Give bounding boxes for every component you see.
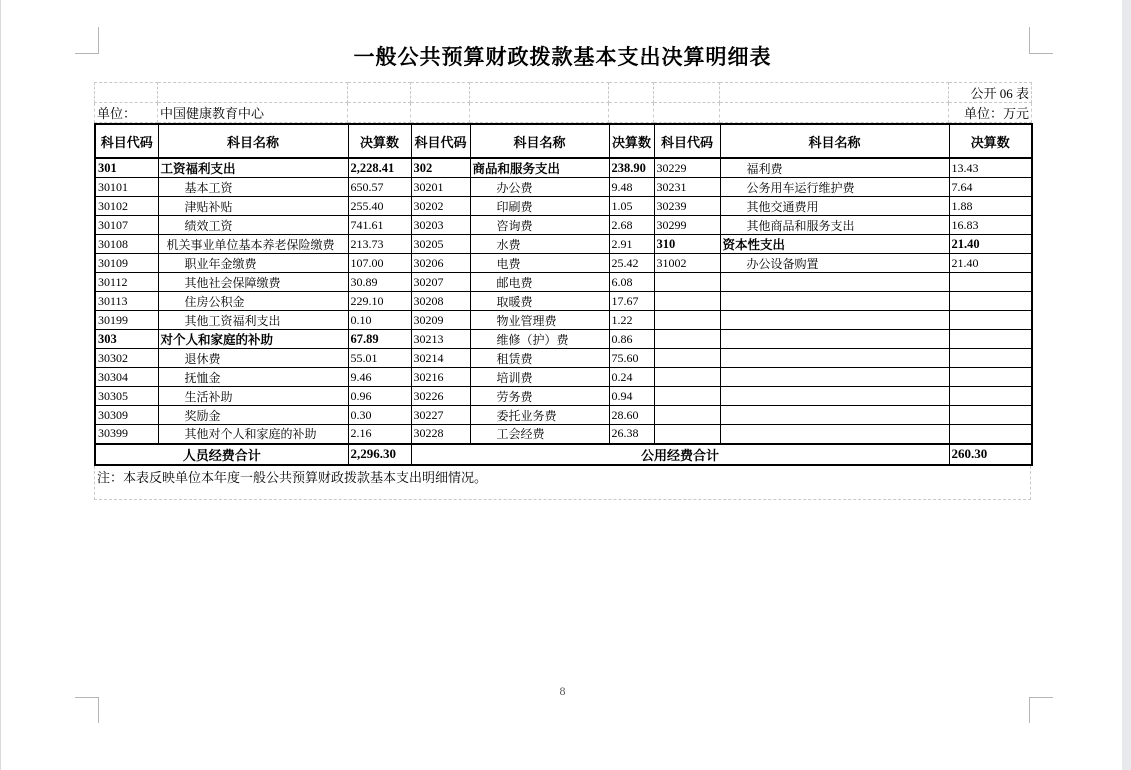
cell-name: 培训费 xyxy=(470,368,609,387)
cell-value: 213.73 xyxy=(348,235,411,254)
meta-row-form-code xyxy=(95,83,1032,103)
column-header: 科目代码 xyxy=(411,124,470,158)
cell-value: 16.83 xyxy=(949,216,1032,235)
cell-name: 资本性支出 xyxy=(720,235,949,254)
summary-row xyxy=(95,444,1032,465)
cell-name: 其他商品和服务支出 xyxy=(720,216,949,235)
table-row xyxy=(95,387,1032,406)
summary-left-label: 人员经费合计 xyxy=(95,444,348,465)
cell-code: 30228 xyxy=(411,425,470,444)
cell-value: 2,228.41 xyxy=(348,158,411,178)
cell-code: 30199 xyxy=(95,311,158,330)
cell-name xyxy=(720,292,949,311)
cell-value: 7.64 xyxy=(949,178,1032,197)
cell-code: 30302 xyxy=(95,349,158,368)
table-row xyxy=(95,273,1032,292)
column-header: 决算数 xyxy=(609,124,654,158)
table-row xyxy=(95,197,1032,216)
cell-code: 30201 xyxy=(411,178,470,197)
cell-code xyxy=(654,292,720,311)
cell-value: 2.91 xyxy=(609,235,654,254)
meta-grid xyxy=(94,82,1032,123)
table-row xyxy=(95,406,1032,425)
cell-name: 机关事业单位基本养老保险缴费 xyxy=(158,235,348,254)
cell-code: 30208 xyxy=(411,292,470,311)
cell-value: 67.89 xyxy=(348,330,411,349)
cell-value xyxy=(949,349,1032,368)
cell-value: 6.08 xyxy=(609,273,654,292)
cell-name: 办公设备购置 xyxy=(720,254,949,273)
crop-mark-bottom-right xyxy=(1029,698,1030,723)
crop-mark-bottom-right xyxy=(1029,697,1053,698)
cell-name: 劳务费 xyxy=(470,387,609,406)
cell-value: 650.57 xyxy=(348,178,411,197)
cell-name: 其他对个人和家庭的补助 xyxy=(158,425,348,444)
cell-code: 301 xyxy=(95,158,158,178)
cell-value xyxy=(949,311,1032,330)
cell-name: 退休费 xyxy=(158,349,348,368)
cell-name: 商品和服务支出 xyxy=(470,158,609,178)
cell-code: 30213 xyxy=(411,330,470,349)
cell-name: 公务用车运行维护费 xyxy=(720,178,949,197)
cell-value xyxy=(949,406,1032,425)
cell-name: 物业管理费 xyxy=(470,311,609,330)
summary-right-label: 公用经费合计 xyxy=(411,444,949,465)
cell-value: 0.94 xyxy=(609,387,654,406)
cell-code: 30216 xyxy=(411,368,470,387)
cell-name xyxy=(720,368,949,387)
cell-code: 30239 xyxy=(654,197,720,216)
cell-code: 310 xyxy=(654,235,720,254)
cell-code: 30109 xyxy=(95,254,158,273)
cell-name: 委托业务费 xyxy=(470,406,609,425)
table-header-row xyxy=(95,124,1032,158)
cell-code: 30399 xyxy=(95,425,158,444)
cell-name: 福利费 xyxy=(720,158,949,178)
cell-value xyxy=(949,273,1032,292)
cell-value: 107.00 xyxy=(348,254,411,273)
cell-name: 其他工资福利支出 xyxy=(158,311,348,330)
cell-value: 0.30 xyxy=(348,406,411,425)
cell-name xyxy=(720,349,949,368)
page-number: 8 xyxy=(559,684,566,698)
cell-value: 28.60 xyxy=(609,406,654,425)
cell-value xyxy=(949,292,1032,311)
cell-value: 75.60 xyxy=(609,349,654,368)
cell-value xyxy=(949,330,1032,349)
table-row xyxy=(95,235,1032,254)
meta-row-unit xyxy=(95,103,1032,123)
cell-code: 30299 xyxy=(654,216,720,235)
cell-name: 生活补助 xyxy=(158,387,348,406)
cell-name: 职业年金缴费 xyxy=(158,254,348,273)
cell-name: 其他社会保障缴费 xyxy=(158,273,348,292)
cell-name: 工会经费 xyxy=(470,425,609,444)
column-header: 科目代码 xyxy=(654,124,720,158)
table-row xyxy=(95,349,1032,368)
cell-name: 电费 xyxy=(470,254,609,273)
table-row xyxy=(95,254,1032,273)
table-row xyxy=(95,311,1032,330)
cell-name: 基本工资 xyxy=(158,178,348,197)
cell-name xyxy=(720,425,949,444)
cell-code: 30226 xyxy=(411,387,470,406)
cell-value: 1.05 xyxy=(609,197,654,216)
cell-code: 30207 xyxy=(411,273,470,292)
cell-code: 30304 xyxy=(95,368,158,387)
form-code: 公开 06 表 xyxy=(949,83,1032,103)
crop-mark-bottom-left xyxy=(98,698,99,723)
unit-label: 单位： xyxy=(95,103,158,123)
table-row xyxy=(95,425,1032,444)
cell-name: 对个人和家庭的补助 xyxy=(158,330,348,349)
cell-value: 30.89 xyxy=(348,273,411,292)
unit-measure: 单位：万元 xyxy=(949,103,1032,123)
table-row xyxy=(95,330,1032,349)
cell-code: 302 xyxy=(411,158,470,178)
cell-value: 2.16 xyxy=(348,425,411,444)
cell-name xyxy=(720,311,949,330)
cell-code: 30108 xyxy=(95,235,158,254)
cell-code: 30309 xyxy=(95,406,158,425)
cell-code xyxy=(654,387,720,406)
cell-name: 印刷费 xyxy=(470,197,609,216)
cell-value xyxy=(949,387,1032,406)
cell-name: 邮电费 xyxy=(470,273,609,292)
cell-value: 17.67 xyxy=(609,292,654,311)
summary-left-value: 2,296.30 xyxy=(348,444,411,465)
cell-code: 30112 xyxy=(95,273,158,292)
table-row xyxy=(95,292,1032,311)
cell-name: 租赁费 xyxy=(470,349,609,368)
cell-value: 21.40 xyxy=(949,235,1032,254)
column-header: 决算数 xyxy=(949,124,1032,158)
cell-code: 30227 xyxy=(411,406,470,425)
cell-value: 0.10 xyxy=(348,311,411,330)
cell-name: 工资福利支出 xyxy=(158,158,348,178)
cell-value: 13.43 xyxy=(949,158,1032,178)
cell-value: 2.68 xyxy=(609,216,654,235)
cell-value: 0.24 xyxy=(609,368,654,387)
unit-value: 中国健康教育中心 xyxy=(158,103,348,123)
cell-value: 55.01 xyxy=(348,349,411,368)
cell-code: 30231 xyxy=(654,178,720,197)
cell-name: 住房公积金 xyxy=(158,292,348,311)
cell-value: 238.90 xyxy=(609,158,654,178)
cell-value: 255.40 xyxy=(348,197,411,216)
column-header: 科目名称 xyxy=(470,124,609,158)
table-row xyxy=(95,368,1032,387)
expenditure-table xyxy=(94,123,1033,466)
cell-code xyxy=(654,311,720,330)
cell-value: 741.61 xyxy=(348,216,411,235)
cell-name: 抚恤金 xyxy=(158,368,348,387)
cell-name xyxy=(720,273,949,292)
cell-value: 21.40 xyxy=(949,254,1032,273)
cell-code: 30203 xyxy=(411,216,470,235)
column-header: 科目代码 xyxy=(95,124,158,158)
cell-code: 30102 xyxy=(95,197,158,216)
cell-name: 取暖费 xyxy=(470,292,609,311)
cell-name: 其他交通费用 xyxy=(720,197,949,216)
page-title: 一般公共预算财政拨款基本支出决算明细表 xyxy=(353,45,772,69)
cell-code xyxy=(654,368,720,387)
cell-name: 水费 xyxy=(470,235,609,254)
table-row xyxy=(95,178,1032,197)
cell-name: 奖励金 xyxy=(158,406,348,425)
cell-name xyxy=(720,406,949,425)
cell-value xyxy=(949,425,1032,444)
cell-value: 1.22 xyxy=(609,311,654,330)
cell-code: 30205 xyxy=(411,235,470,254)
cell-code: 30209 xyxy=(411,311,470,330)
cell-code: 30206 xyxy=(411,254,470,273)
cell-value: 0.86 xyxy=(609,330,654,349)
table-row xyxy=(95,158,1032,178)
cell-code: 31002 xyxy=(654,254,720,273)
cell-code xyxy=(654,273,720,292)
column-header: 科目名称 xyxy=(158,124,348,158)
cell-name xyxy=(720,330,949,349)
cell-name: 绩效工资 xyxy=(158,216,348,235)
column-header: 决算数 xyxy=(348,124,411,158)
cell-value: 9.48 xyxy=(609,178,654,197)
cell-value: 229.10 xyxy=(348,292,411,311)
cell-code: 30107 xyxy=(95,216,158,235)
summary-right-value: 260.30 xyxy=(949,444,1032,465)
cell-name xyxy=(720,387,949,406)
column-header: 科目名称 xyxy=(720,124,949,158)
cell-name: 办公费 xyxy=(470,178,609,197)
cell-value: 26.38 xyxy=(609,425,654,444)
cell-value: 0.96 xyxy=(348,387,411,406)
cell-code: 30113 xyxy=(95,292,158,311)
cell-code xyxy=(654,425,720,444)
footnote: 注：本表反映单位本年度一般公共预算财政拨款基本支出明细情况。 xyxy=(94,466,1031,500)
cell-code xyxy=(654,349,720,368)
document-content xyxy=(94,44,1031,500)
cell-value xyxy=(949,368,1032,387)
cell-code: 30101 xyxy=(95,178,158,197)
cell-code: 30305 xyxy=(95,387,158,406)
table-row xyxy=(95,216,1032,235)
cell-name: 维修（护）费 xyxy=(470,330,609,349)
cell-code: 30202 xyxy=(411,197,470,216)
window-edge-strip xyxy=(1122,0,1131,770)
cell-name: 咨询费 xyxy=(470,216,609,235)
cell-code: 30214 xyxy=(411,349,470,368)
cell-value: 9.46 xyxy=(348,368,411,387)
cell-code xyxy=(654,330,720,349)
crop-mark-top-right xyxy=(1029,53,1053,54)
cell-code xyxy=(654,406,720,425)
cell-value: 1.88 xyxy=(949,197,1032,216)
cell-code: 303 xyxy=(95,330,158,349)
cell-value: 25.42 xyxy=(609,254,654,273)
cell-code: 30229 xyxy=(654,158,720,178)
cell-name: 津贴补贴 xyxy=(158,197,348,216)
